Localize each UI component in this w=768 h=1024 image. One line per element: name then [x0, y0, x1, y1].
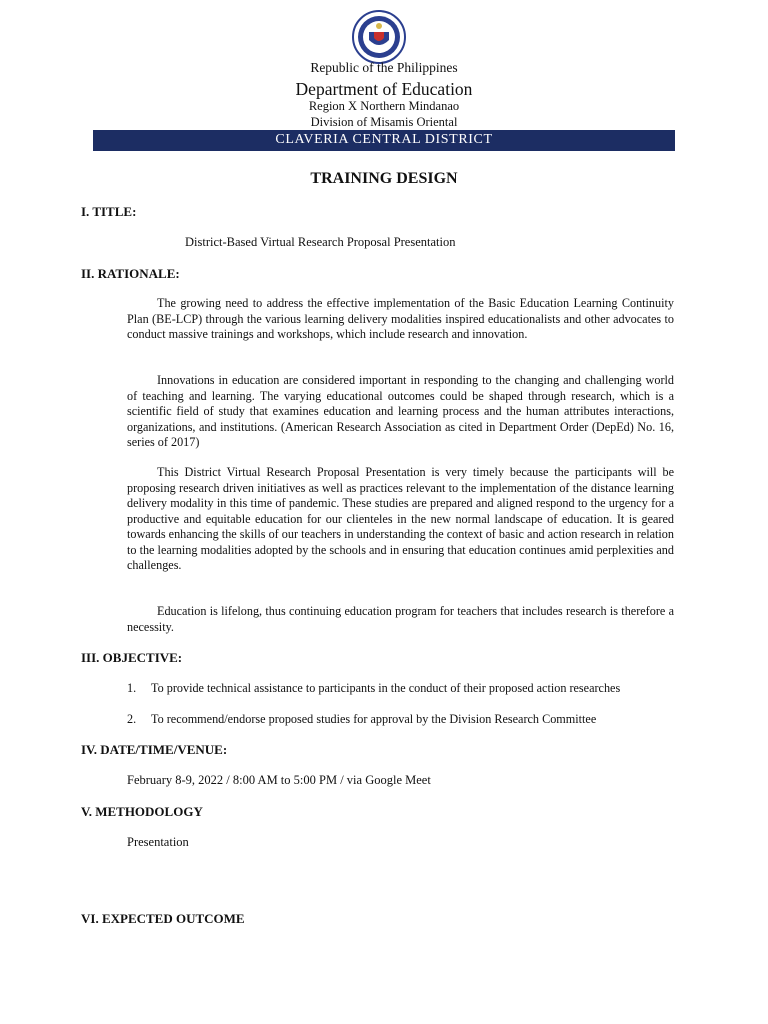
rationale-paragraph-1: The growing need to address the effective implementation of the Basic Education Learning Continuity Plan (BE-LCP) through the various learning delivery modalities inspired educationalists and other advocates to conduct massive trainings and workshops, which include research and innovation.: [127, 296, 674, 341]
republic-heading: Republic of the Philippines: [310, 60, 458, 75]
methodology-text: Presentation: [127, 835, 189, 849]
region-heading: Region X Northern Mindanao: [308, 99, 460, 113]
district-banner: CLAVERIA CENTRAL DISTRICT: [93, 130, 675, 151]
objective-text: To recommend/endorse proposed studies for approval by the Division Research Committee: [151, 712, 597, 726]
section-objective-heading: III. OBJECTIVE:: [81, 650, 183, 665]
deped-seal-icon: [350, 10, 408, 64]
datetime-venue-text: February 8-9, 2022 / 8:00 AM to 5:00 PM / via Google Meet: [127, 773, 431, 787]
section-datetime-heading: IV. DATE/TIME/VENUE:: [81, 742, 228, 757]
rationale-paragraph-2: Innovations in education are considered important in responding to the changing and challenging world of teaching and learning. The varying educational outcomes could be shaped through research, which is a scientific field of study that examines education and learning process and the human attributes interactions, organizations, and institutions. (American Research Association as cited in Department Order (DepEd) No. 16, series of 2017): [127, 373, 674, 449]
division-heading: Division of Misamis Oriental: [310, 115, 458, 129]
training-title-text: District-Based Virtual Research Proposal Presentation: [185, 235, 456, 249]
rationale-paragraph-4: Education is lifelong, thus continuing education program for teachers that includes research is therefore a necessity.: [127, 604, 674, 634]
objective-text: To provide technical assistance to participants in the conduct of their proposed action researches: [151, 681, 621, 695]
section-outcome-heading: VI. EXPECTED OUTCOME: [81, 911, 245, 926]
department-heading: Department of Education: [295, 79, 473, 99]
document-title: TRAINING DESIGN: [310, 170, 458, 187]
objective-number: 2.: [127, 712, 137, 726]
section-rationale-heading: II. RATIONALE:: [81, 266, 180, 281]
section-title-heading: I. TITLE:: [81, 204, 137, 219]
rationale-paragraph-3: This District Virtual Research Proposal Presentation is very timely because the participants will be proposing research driven initiatives as well as practices relevant to the implementation of the distance learning delivery modality in this time of pandemic. These studies are prepared and aligned respond to the urgency for a productive and equitable education for our clienteles in the new normal landscape of education. It is geared towards enhancing the skills of our teachers in understanding the context of basic and action research in relation to the learning modalities adopted by the schools and in ensuring that education continues amid perplexities and challenges.: [127, 465, 674, 572]
section-methodology-heading: V. METHODOLOGY: [81, 804, 203, 819]
objective-number: 1.: [127, 681, 137, 695]
